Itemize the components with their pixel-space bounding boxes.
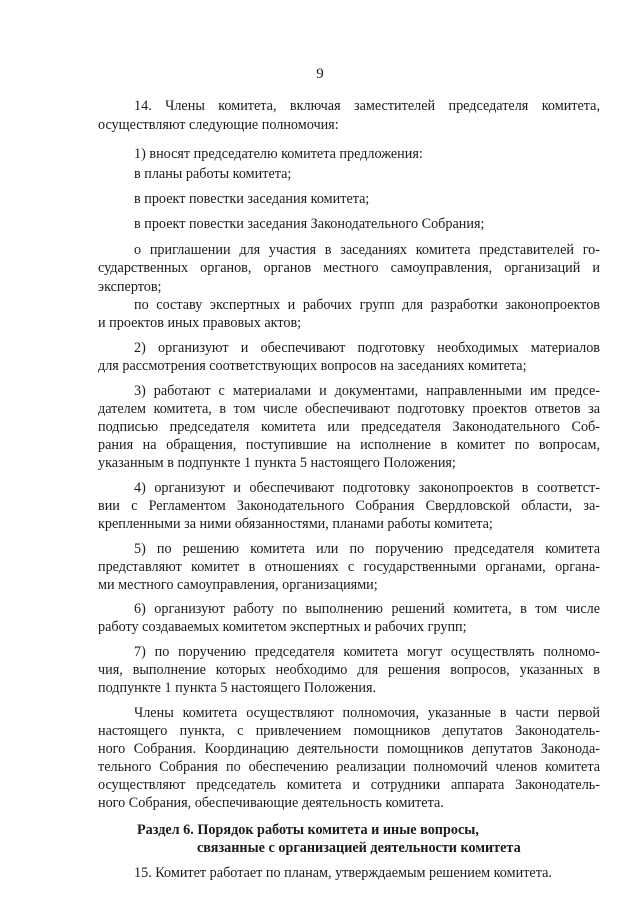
paragraph-line: рания на обращения, поступившие на исполнение в комитет по вопросам, — [98, 437, 600, 453]
paragraph-line: 7) по поручению председателя комитета могут осуществлять полномо- — [134, 644, 600, 660]
paragraph-line: чия, выполнение которых необходимо для решения вопросов, указанных в — [98, 662, 600, 678]
paragraph-line: указанным в подпункте 1 пункта 5 настоящего Положения; — [98, 455, 456, 471]
paragraph-line: Члены комитета осуществляют полномочия, указанные в части первой — [134, 705, 600, 721]
paragraph-line: подписью председателя комитета или председателя Законодательного Соб- — [98, 419, 600, 435]
section-heading-line: Раздел 6. Порядок работы комитета и иные вопросы, — [137, 822, 479, 838]
paragraph-line: осуществляют председатель комитета и сотрудники аппарата Законодатель- — [98, 777, 600, 793]
paragraph-line: 14. Члены комитета, включая заместителей председателя комитета, — [134, 98, 600, 114]
paragraph-line: крепленными за ними обязанностями, планами работы комитета; — [98, 516, 493, 532]
section-heading-line: связанные с организацией деятельности комитета — [197, 840, 521, 856]
paragraph-line: вии с Регламентом Законодательного Собрания Свердловской области, за- — [98, 498, 600, 514]
paragraph-line: по составу экспертных и рабочих групп для разработки законопроектов — [134, 297, 600, 313]
paragraph-line: 15. Комитет работает по планам, утверждаемым решением комитета. — [134, 865, 552, 881]
paragraph-line: сударственных органов, органов местного самоуправления, организаций и — [98, 260, 600, 276]
paragraph-line: о приглашении для участия в заседаниях комитета представителей го- — [134, 242, 600, 258]
paragraph-line: экспертов; — [98, 279, 162, 295]
paragraph-line: 5) по решению комитета или по поручению председателя комитета — [134, 541, 600, 557]
paragraph-line: в планы работы комитета; — [134, 166, 292, 182]
paragraph-line: осуществляют следующие полномочия: — [98, 117, 339, 133]
paragraph-line: настоящего пункта, с привлечением помощников депутатов Законодатель- — [98, 723, 600, 739]
paragraph-line: дателем комитета, в том числе обеспечивают подготовку проектов ответов за — [98, 401, 600, 417]
paragraph-line: ного Собрания, обеспечивающие деятельность комитета. — [98, 795, 444, 811]
paragraph-line: и проектов иных правовых актов; — [98, 315, 302, 331]
paragraph-line: 6) организуют работу по выполнению решений комитета, в том числе — [134, 601, 600, 617]
paragraph-line: ми местного самоуправления, организациями; — [98, 577, 378, 593]
paragraph-line: в проект повестки заседания Законодательного Собрания; — [134, 216, 485, 232]
paragraph-line: работу создаваемых комитетом экспертных и рабочих групп; — [98, 619, 467, 635]
paragraph-line: тельного Собрания по обеспечению реализации полномочий членов комитета — [98, 759, 600, 775]
paragraph-line: ного Собрания. Координацию деятельности помощников депутатов Законода- — [98, 741, 600, 757]
paragraph-line: 1) вносят председателю комитета предложения: — [134, 146, 423, 162]
paragraph-line: в проект повестки заседания комитета; — [134, 191, 370, 207]
paragraph-line: 2) организуют и обеспечивают подготовку необходимых материалов — [134, 340, 600, 356]
paragraph-line: 3) работают с материалами и документами, направленными им предсе- — [134, 383, 600, 399]
paragraph-line: для рассмотрения соответствующих вопросов на заседаниях комитета; — [98, 358, 527, 374]
paragraph-line: подпункте 1 пункта 5 настоящего Положения. — [98, 680, 377, 696]
paragraph-line: представляют комитет в отношениях с государственными органами, органа- — [98, 559, 600, 575]
paragraph-line: 4) организуют и обеспечивают подготовку законопроектов в соответст- — [134, 480, 600, 496]
page-number: 9 — [316, 66, 324, 82]
